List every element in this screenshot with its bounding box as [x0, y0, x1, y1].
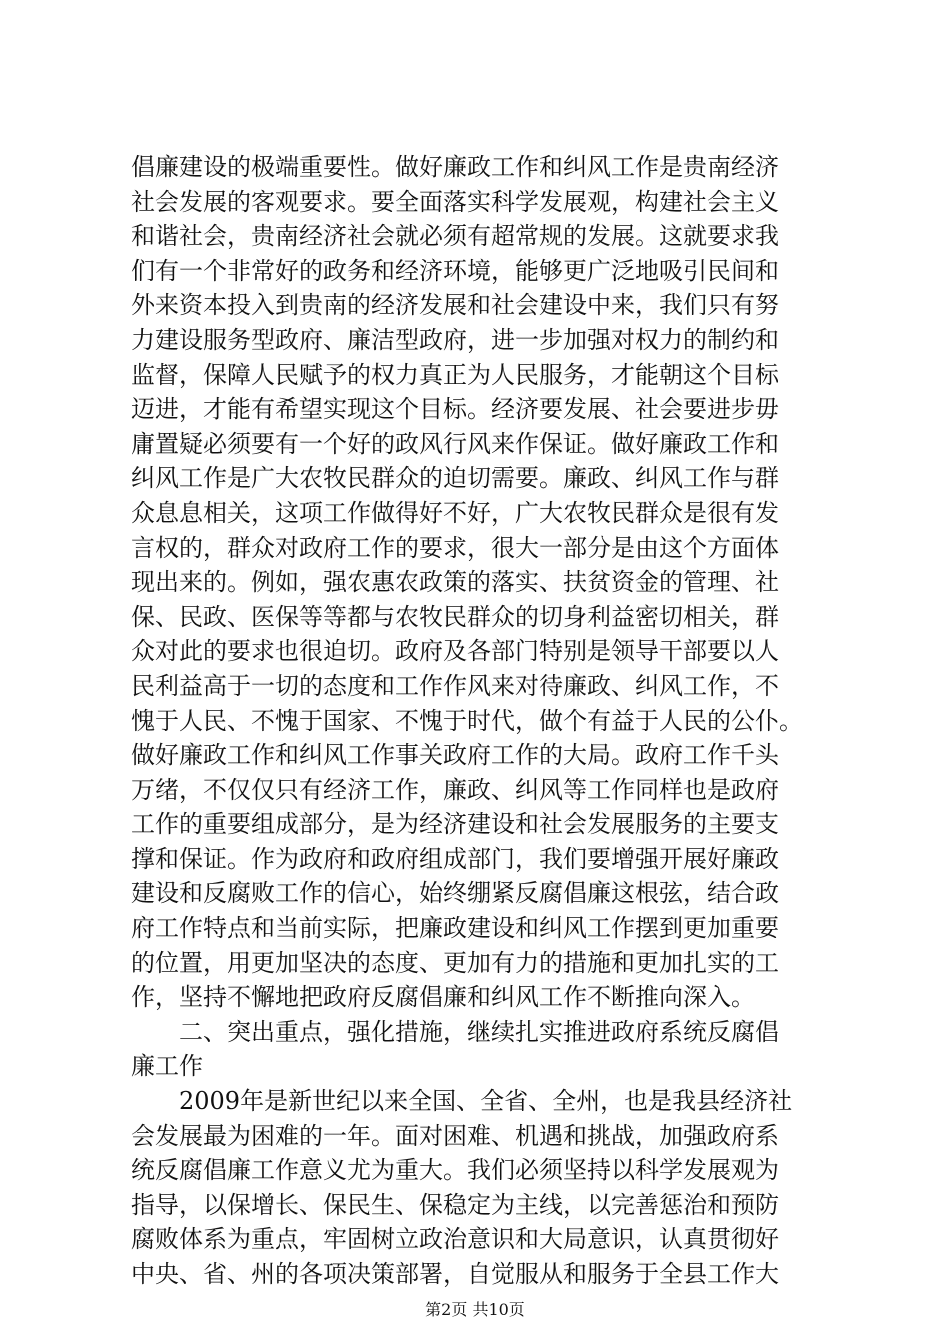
text-line: 民利益高于一切的态度和工作作风来对待廉政、纠风工作，不	[131, 671, 779, 700]
text-line: 府工作特点和当前实际，把廉政建设和纠风工作摆到更加重要	[131, 914, 779, 943]
text-line: 指导，以保增长、保民生、保稳定为主线，以完善惩治和预防	[131, 1190, 779, 1219]
text-line: 众息息相关，这项工作做得好不好，广大农牧民群众是很有发	[131, 498, 779, 527]
section-heading-line: 二、突出重点，强化措施，继续扎实推进政府系统反腐倡	[131, 1017, 779, 1046]
body-text	[131, 150, 831, 1292]
page-number-footer: 第2页 共10页	[425, 1300, 525, 1319]
text-line: 外来资本投入到贵南的经济发展和社会建设中来，我们只有努	[131, 291, 779, 320]
text-line: 中央、省、州的各项决策部署，自觉服从和服务于全县工作大	[131, 1260, 779, 1288]
text-line: 们有一个非常好的政务和经济环境，能够更广泛地吸引民间和	[131, 256, 779, 285]
text-line: 的位置，用更加坚决的态度、更加有力的措施和更加扎实的工	[131, 948, 779, 977]
text-line: 腐败体系为重点，牢固树立政治意识和大局意识，认真贯彻好	[131, 1225, 779, 1254]
text-line: 现出来的。例如，强农惠农政策的落实、扶贫资金的管理、社	[131, 568, 779, 597]
text-line: 庸置疑必须要有一个好的政风行风来作保证。做好廉政工作和	[131, 429, 779, 458]
text-line: 作，坚持不懈地把政府反腐倡廉和纠风工作不断推向深入。	[131, 983, 755, 1012]
text-line: 撑和保证。作为政府和政府组成部门，我们要增强开展好廉政	[131, 844, 779, 873]
text-line: 工作的重要组成部分，是为经济建设和社会发展服务的主要支	[131, 810, 779, 839]
text-line: 2009年是新世纪以来全国、全省、全州，也是我县经济社	[131, 1087, 793, 1116]
text-line: 纠风工作是广大农牧民群众的迫切需要。廉政、纠风工作与群	[131, 464, 779, 493]
text-line: 愧于人民、不愧于国家、不愧于时代，做个有益于人民的公仆。	[131, 706, 803, 735]
text-line: 统反腐倡廉工作意义尤为重大。我们必须坚持以科学发展观为	[131, 1156, 779, 1185]
text-line: 会发展最为困难的一年。面对困难、机遇和挑战，加强政府系	[131, 1121, 779, 1150]
text-line: 力建设服务型政府、廉洁型政府，进一步加强对权力的制约和	[131, 325, 779, 354]
text-line: 建设和反腐败工作的信心，始终绷紧反腐倡廉这根弦，结合政	[131, 879, 779, 908]
text-line: 倡廉建设的极端重要性。做好廉政工作和纠风工作是贵南经济	[131, 153, 779, 181]
text-line: 监督，保障人民赋予的权力真正为人民服务，才能朝这个目标	[131, 360, 779, 389]
text-line: 言权的，群众对政府工作的要求，很大一部分是由这个方面体	[131, 533, 779, 562]
section-heading-line: 廉工作	[131, 1052, 203, 1081]
text-line: 和谐社会，贵南经济社会就必须有超常规的发展。这就要求我	[131, 222, 779, 251]
text-line: 做好廉政工作和纠风工作事关政府工作的大局。政府工作千头	[131, 741, 779, 770]
text-line: 众对此的要求也很迫切。政府及各部门特别是领导干部要以人	[131, 637, 779, 666]
text-line: 万绪，不仅仅只有经济工作，廉政、纠风等工作同样也是政府	[131, 775, 779, 804]
text-line: 保、民政、医保等等都与农牧民群众的切身利益密切相关，群	[131, 602, 779, 631]
text-line: 社会发展的客观要求。要全面落实科学发展观，构建社会主义	[131, 187, 779, 216]
text-line: 迈进，才能有希望实现这个目标。经济要发展、社会要进步毋	[131, 395, 779, 424]
